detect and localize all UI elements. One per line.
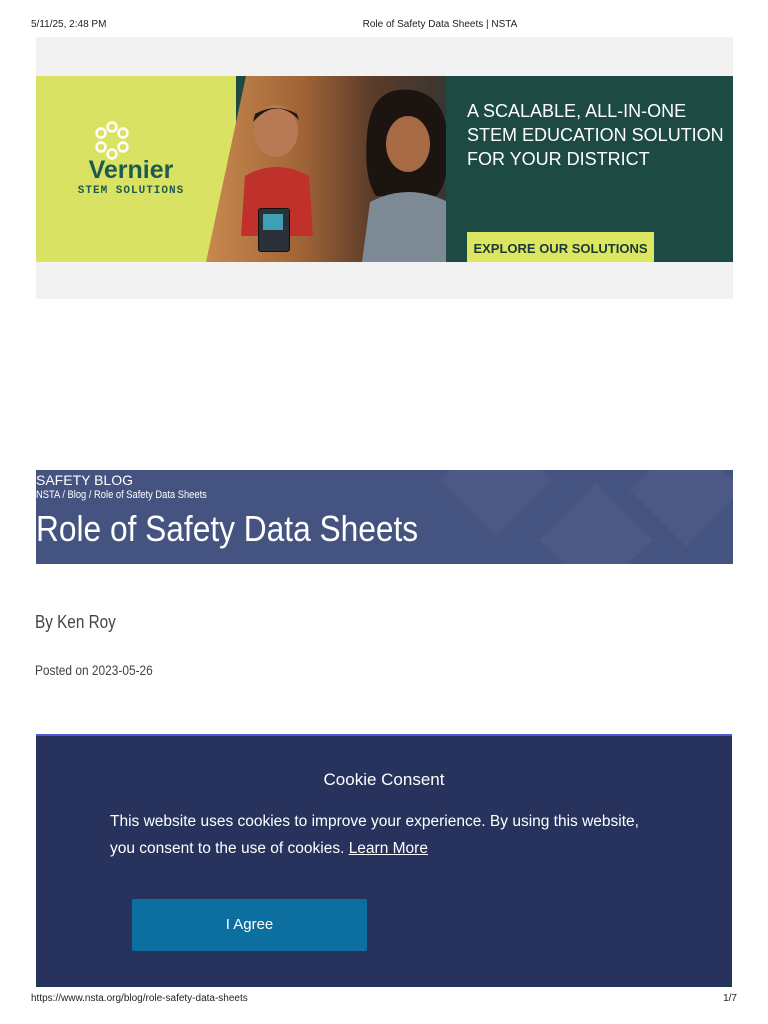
author-byline: By Ken Roy	[35, 612, 116, 632]
print-footer	[0, 993, 768, 1007]
learn-more-link[interactable]: Learn More	[348, 840, 428, 857]
section-kicker: SAFETY BLOG	[36, 472, 133, 488]
ad-headline-line: A SCALABLE, ALL-IN-ONE	[467, 101, 687, 121]
print-page-title: Role of Safety Data Sheets | NSTA	[362, 19, 518, 30]
cookie-message-line1: This website uses cookies to improve your experience. By using this website,	[110, 813, 639, 830]
cookie-consent-title: Cookie Consent	[323, 770, 445, 789]
cookie-consent-message	[110, 808, 670, 862]
ad-headline-line: STEM EDUCATION SOLUTION	[467, 125, 724, 145]
breadcrumb-current: Role of Safety Data Sheets	[94, 489, 207, 501]
print-page-number: 1/7	[723, 993, 737, 1004]
vernier-logo-subtitle: STEM SOLUTIONS	[77, 185, 185, 197]
cookie-message-line2: you consent to the use of cookies.	[110, 840, 345, 857]
ad-headline	[467, 99, 727, 171]
page-hero	[36, 470, 733, 564]
print-url: https://www.nsta.org/blog/role-safety-data-sheets	[31, 993, 248, 1004]
ad-banner-container	[36, 37, 733, 299]
print-header	[0, 19, 768, 33]
breadcrumb: NSTA / Blog / Role of Safety Data Sheets	[36, 489, 207, 501]
print-datetime: 5/11/25, 2:48 PM	[31, 19, 107, 30]
sensor-device-image	[258, 208, 290, 252]
cookie-consent-banner	[36, 734, 732, 987]
post-date: Posted on 2023-05-26	[35, 662, 153, 678]
breadcrumb-link-nsta[interactable]: NSTA	[36, 489, 60, 501]
page-title: Role of Safety Data Sheets	[36, 508, 419, 549]
vernier-logo-text: Vernier	[88, 156, 174, 184]
i-agree-button[interactable]: I Agree	[132, 899, 367, 951]
explore-solutions-button[interactable]: EXPLORE OUR SOLUTIONS	[467, 232, 654, 262]
ad-headline-line: FOR YOUR DISTRICT	[467, 149, 650, 169]
student-girl-image	[356, 86, 456, 262]
ad-banner[interactable]	[36, 76, 733, 262]
hero-decor	[439, 470, 552, 537]
breadcrumb-link-blog[interactable]: Blog	[67, 489, 87, 501]
